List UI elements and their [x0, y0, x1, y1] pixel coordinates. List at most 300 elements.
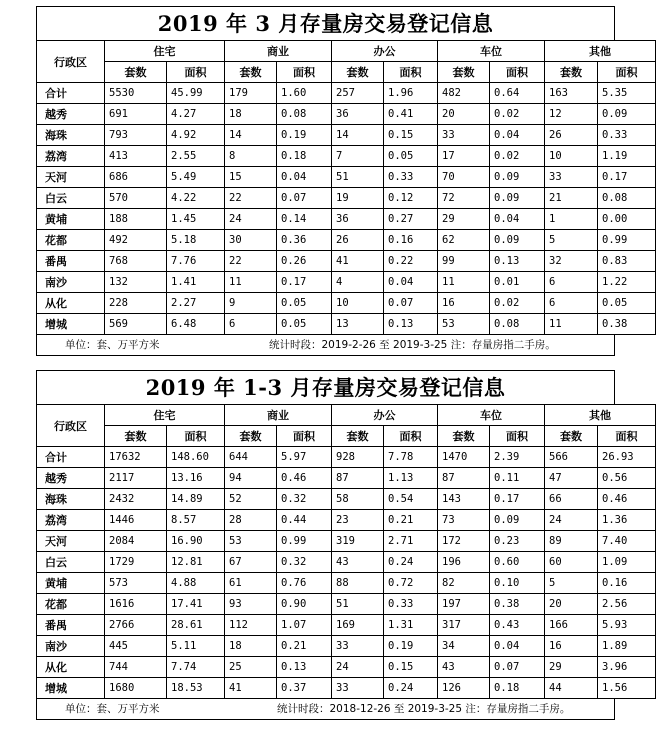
count-header: 套数 [438, 426, 490, 447]
table-cell: 6 [225, 314, 277, 335]
period-note: 统计时段：2018-12-26 至 2019-3-25 注：存量房指二手房。 [277, 703, 571, 715]
district-name: 荔湾 [37, 146, 105, 167]
table-cell: 413 [105, 146, 167, 167]
table-cell: 112 [225, 615, 277, 636]
table-cell: 0.05 [598, 293, 656, 314]
table-cell: 24 [332, 657, 384, 678]
district-name: 南沙 [37, 636, 105, 657]
table-cell: 30 [225, 230, 277, 251]
table-cell: 445 [105, 636, 167, 657]
table-cell: 0.09 [490, 167, 545, 188]
table-cell: 67 [225, 552, 277, 573]
table-row [37, 678, 656, 699]
table-cell: 0.19 [277, 125, 332, 146]
table-cell: 0.36 [277, 230, 332, 251]
table-cell: 2117 [105, 468, 167, 489]
table-cell: 13 [332, 314, 384, 335]
table-cell: 0.10 [490, 573, 545, 594]
table-cell: 0.26 [277, 251, 332, 272]
table-cell: 169 [332, 615, 384, 636]
category-header: 住宅 [105, 405, 225, 426]
table-row [37, 293, 656, 314]
table-cell: 16 [438, 293, 490, 314]
table-cell: 5.49 [167, 167, 225, 188]
table-cell: 12 [545, 104, 598, 125]
table-cell: 7.40 [598, 531, 656, 552]
table-row [37, 125, 656, 146]
area-header: 面积 [277, 426, 332, 447]
subheader-row [37, 62, 656, 83]
district-header: 行政区 [37, 405, 105, 447]
district-name: 花都 [37, 230, 105, 251]
table-cell: 1.19 [598, 146, 656, 167]
data-table [36, 40, 656, 335]
district-name: 从化 [37, 657, 105, 678]
count-header: 套数 [332, 62, 384, 83]
table-cell: 19 [332, 188, 384, 209]
table-cell: 1616 [105, 594, 167, 615]
table-cell: 47 [545, 468, 598, 489]
table-cell: 793 [105, 125, 167, 146]
table-cell: 11 [225, 272, 277, 293]
count-header: 套数 [438, 62, 490, 83]
table-cell: 7.76 [167, 251, 225, 272]
table-cell: 66 [545, 489, 598, 510]
table-cell: 0.38 [490, 594, 545, 615]
area-header: 面积 [598, 426, 656, 447]
count-header: 套数 [545, 426, 598, 447]
table-cell: 179 [225, 83, 277, 104]
table-cell: 319 [332, 531, 384, 552]
table-cell: 0.02 [490, 146, 545, 167]
table-cell: 317 [438, 615, 490, 636]
table-cell: 0.02 [490, 104, 545, 125]
table-cell: 257 [332, 83, 384, 104]
district-name: 黄埔 [37, 573, 105, 594]
table-cell: 45.99 [167, 83, 225, 104]
table-cell: 28 [225, 510, 277, 531]
table-cell: 0.08 [277, 104, 332, 125]
table-cell: 7 [332, 146, 384, 167]
table-cell: 6 [545, 293, 598, 314]
table-cell: 52 [225, 489, 277, 510]
district-name: 合计 [37, 83, 105, 104]
category-header: 车位 [438, 41, 545, 62]
table-cell: 99 [438, 251, 490, 272]
table-cell: 0.15 [384, 125, 438, 146]
table-cell: 0.13 [277, 657, 332, 678]
table-cell: 566 [545, 447, 598, 468]
count-header: 套数 [225, 62, 277, 83]
table-cell: 14.89 [167, 489, 225, 510]
district-header: 行政区 [37, 41, 105, 83]
table-cell: 32 [545, 251, 598, 272]
table-cell: 0.21 [384, 510, 438, 531]
table-cell: 15 [225, 167, 277, 188]
table-cell: 7.78 [384, 447, 438, 468]
table-cell: 13.16 [167, 468, 225, 489]
table-cell: 0.04 [490, 125, 545, 146]
district-name: 番禺 [37, 615, 105, 636]
table-cell: 4.27 [167, 104, 225, 125]
table-cell: 58 [332, 489, 384, 510]
table-cell: 73 [438, 510, 490, 531]
table-row [37, 510, 656, 531]
table-cell: 0.83 [598, 251, 656, 272]
data-table [36, 404, 656, 699]
table-cell: 0.43 [490, 615, 545, 636]
table-cell: 62 [438, 230, 490, 251]
category-header: 办公 [332, 41, 438, 62]
table-cell: 0.24 [384, 552, 438, 573]
table-cell: 11 [545, 314, 598, 335]
count-header: 套数 [545, 62, 598, 83]
table-footnote [36, 335, 615, 356]
header-row [37, 41, 656, 62]
table-cell: 12.81 [167, 552, 225, 573]
table-cell: 5530 [105, 83, 167, 104]
table-cell: 0.05 [384, 146, 438, 167]
table-cell: 61 [225, 573, 277, 594]
table-cell: 0.32 [277, 489, 332, 510]
area-header: 面积 [277, 62, 332, 83]
table-cell: 0.07 [384, 293, 438, 314]
table-cell: 24 [545, 510, 598, 531]
table-cell: 22 [225, 251, 277, 272]
table-cell: 0.16 [598, 573, 656, 594]
district-name: 合计 [37, 447, 105, 468]
table-cell: 5.11 [167, 636, 225, 657]
table-cell: 197 [438, 594, 490, 615]
table-cell: 0.17 [277, 272, 332, 293]
table-cell: 0.18 [277, 146, 332, 167]
table-cell: 2432 [105, 489, 167, 510]
category-header: 车位 [438, 405, 545, 426]
table-cell: 9 [225, 293, 277, 314]
table-row [37, 594, 656, 615]
table-row [37, 104, 656, 125]
subheader-row [37, 426, 656, 447]
table-cell: 0.90 [277, 594, 332, 615]
table-cell: 0.21 [277, 636, 332, 657]
table-cell: 0.07 [277, 188, 332, 209]
table-cell: 492 [105, 230, 167, 251]
table-cell: 132 [105, 272, 167, 293]
table-cell: 0.38 [598, 314, 656, 335]
district-name: 白云 [37, 188, 105, 209]
category-header: 商业 [225, 41, 332, 62]
district-name: 花都 [37, 594, 105, 615]
table-cell: 29 [438, 209, 490, 230]
district-name: 增城 [37, 678, 105, 699]
district-name: 黄埔 [37, 209, 105, 230]
table-cell: 0.19 [384, 636, 438, 657]
table-cell: 0.33 [384, 594, 438, 615]
table-title: 2019 年 3 月存量房交易登记信息 [36, 6, 615, 40]
table-cell: 0.02 [490, 293, 545, 314]
table-cell: 570 [105, 188, 167, 209]
table-cell: 0.04 [490, 209, 545, 230]
table-cell: 33 [545, 167, 598, 188]
area-header: 面积 [167, 62, 225, 83]
unit-note: 单位：套、万平方米 [65, 703, 160, 715]
table-cell: 172 [438, 531, 490, 552]
table-cell: 0.22 [384, 251, 438, 272]
table-cell: 0.41 [384, 104, 438, 125]
table-cell: 60 [545, 552, 598, 573]
table-cell: 0.33 [598, 125, 656, 146]
table-cell: 0.24 [384, 678, 438, 699]
table-cell: 0.37 [277, 678, 332, 699]
table-cell: 0.13 [490, 251, 545, 272]
table-cell: 53 [438, 314, 490, 335]
table-cell: 24 [225, 209, 277, 230]
table-cell: 0.14 [277, 209, 332, 230]
table-cell: 1.36 [598, 510, 656, 531]
table-cell: 17 [438, 146, 490, 167]
table-cell: 1.41 [167, 272, 225, 293]
table-cell: 0.99 [598, 230, 656, 251]
table-cell: 23 [332, 510, 384, 531]
table-cell: 0.05 [277, 293, 332, 314]
table-cell: 33 [438, 125, 490, 146]
table-cell: 2.27 [167, 293, 225, 314]
area-header: 面积 [384, 62, 438, 83]
table-cell: 22 [225, 188, 277, 209]
table-cell: 0.00 [598, 209, 656, 230]
table-cell: 36 [332, 209, 384, 230]
table-cell: 10 [545, 146, 598, 167]
table-cell: 1 [545, 209, 598, 230]
table-cell: 33 [332, 678, 384, 699]
table-row [37, 272, 656, 293]
table-cell: 14 [332, 125, 384, 146]
quarterly-table-block [36, 370, 638, 720]
table-cell: 482 [438, 83, 490, 104]
table-row [37, 83, 656, 104]
table-cell: 5.93 [598, 615, 656, 636]
table-cell: 11 [438, 272, 490, 293]
category-header: 商业 [225, 405, 332, 426]
category-header: 其他 [545, 405, 656, 426]
table-cell: 18 [225, 104, 277, 125]
table-cell: 744 [105, 657, 167, 678]
table-cell: 163 [545, 83, 598, 104]
table-cell: 0.56 [598, 468, 656, 489]
table-cell: 1.13 [384, 468, 438, 489]
table-row [37, 657, 656, 678]
table-cell: 43 [438, 657, 490, 678]
table-cell: 0.46 [277, 468, 332, 489]
table-cell: 2766 [105, 615, 167, 636]
table-cell: 0.17 [490, 489, 545, 510]
table-cell: 0.09 [490, 188, 545, 209]
table-cell: 1.60 [277, 83, 332, 104]
table-cell: 26 [545, 125, 598, 146]
table-cell: 1.56 [598, 678, 656, 699]
count-header: 套数 [105, 62, 167, 83]
table-cell: 0.54 [384, 489, 438, 510]
table-cell: 1470 [438, 447, 490, 468]
table-cell: 0.08 [598, 188, 656, 209]
table-cell: 0.17 [598, 167, 656, 188]
table-cell: 5.18 [167, 230, 225, 251]
table-cell: 0.04 [277, 167, 332, 188]
table-row [37, 188, 656, 209]
table-cell: 0.05 [277, 314, 332, 335]
table-cell: 14 [225, 125, 277, 146]
count-header: 套数 [225, 426, 277, 447]
table-cell: 1680 [105, 678, 167, 699]
table-cell: 0.01 [490, 272, 545, 293]
table-cell: 18 [225, 636, 277, 657]
count-header: 套数 [105, 426, 167, 447]
table-footnote [36, 699, 615, 720]
table-row [37, 167, 656, 188]
table-cell: 0.09 [490, 230, 545, 251]
table-cell: 33 [332, 636, 384, 657]
table-cell: 0.04 [490, 636, 545, 657]
area-header: 面积 [490, 426, 545, 447]
table-cell: 928 [332, 447, 384, 468]
district-name: 越秀 [37, 468, 105, 489]
table-cell: 0.18 [490, 678, 545, 699]
table-cell: 21 [545, 188, 598, 209]
table-cell: 166 [545, 615, 598, 636]
table-cell: 8 [225, 146, 277, 167]
table-cell: 0.11 [490, 468, 545, 489]
table-cell: 0.23 [490, 531, 545, 552]
table-cell: 94 [225, 468, 277, 489]
table-cell: 0.08 [490, 314, 545, 335]
table-cell: 1729 [105, 552, 167, 573]
table-cell: 5 [545, 230, 598, 251]
district-name: 天河 [37, 167, 105, 188]
table-cell: 0.32 [277, 552, 332, 573]
table-cell: 5.97 [277, 447, 332, 468]
table-row [37, 573, 656, 594]
table-row [37, 636, 656, 657]
table-row [37, 230, 656, 251]
table-cell: 16.90 [167, 531, 225, 552]
header-row [37, 405, 656, 426]
table-cell: 228 [105, 293, 167, 314]
table-cell: 0.12 [384, 188, 438, 209]
table-cell: 0.72 [384, 573, 438, 594]
district-name: 海珠 [37, 125, 105, 146]
table-cell: 0.15 [384, 657, 438, 678]
table-cell: 93 [225, 594, 277, 615]
category-header: 住宅 [105, 41, 225, 62]
table-cell: 17632 [105, 447, 167, 468]
district-name: 海珠 [37, 489, 105, 510]
table-row [37, 489, 656, 510]
table-cell: 87 [332, 468, 384, 489]
table-cell: 0.16 [384, 230, 438, 251]
table-row [37, 552, 656, 573]
table-cell: 0.09 [490, 510, 545, 531]
table-cell: 1.96 [384, 83, 438, 104]
table-cell: 2.55 [167, 146, 225, 167]
table-cell: 0.46 [598, 489, 656, 510]
table-cell: 0.07 [490, 657, 545, 678]
table-cell: 0.99 [277, 531, 332, 552]
table-row [37, 531, 656, 552]
table-cell: 1.45 [167, 209, 225, 230]
table-cell: 1.89 [598, 636, 656, 657]
table-cell: 2084 [105, 531, 167, 552]
table-cell: 18.53 [167, 678, 225, 699]
table-row [37, 615, 656, 636]
table-cell: 51 [332, 167, 384, 188]
table-cell: 6.48 [167, 314, 225, 335]
table-cell: 51 [332, 594, 384, 615]
table-cell: 573 [105, 573, 167, 594]
table-cell: 2.39 [490, 447, 545, 468]
district-name: 白云 [37, 552, 105, 573]
table-cell: 6 [545, 272, 598, 293]
table-row [37, 314, 656, 335]
table-cell: 43 [332, 552, 384, 573]
table-row [37, 146, 656, 167]
table-cell: 70 [438, 167, 490, 188]
table-cell: 2.56 [598, 594, 656, 615]
table-cell: 0.64 [490, 83, 545, 104]
area-header: 面积 [384, 426, 438, 447]
table-cell: 41 [332, 251, 384, 272]
table-cell: 4 [332, 272, 384, 293]
table-cell: 0.09 [598, 104, 656, 125]
table-cell: 143 [438, 489, 490, 510]
district-name: 南沙 [37, 272, 105, 293]
table-cell: 28.61 [167, 615, 225, 636]
unit-note: 单位：套、万平方米 [65, 339, 160, 351]
table-cell: 4.22 [167, 188, 225, 209]
table-cell: 0.04 [384, 272, 438, 293]
table-cell: 691 [105, 104, 167, 125]
table-row [37, 447, 656, 468]
table-cell: 26 [332, 230, 384, 251]
area-header: 面积 [167, 426, 225, 447]
table-cell: 644 [225, 447, 277, 468]
table-cell: 26.93 [598, 447, 656, 468]
table-cell: 29 [545, 657, 598, 678]
table-cell: 8.57 [167, 510, 225, 531]
table-cell: 196 [438, 552, 490, 573]
table-cell: 20 [438, 104, 490, 125]
table-cell: 5 [545, 573, 598, 594]
table-cell: 2.71 [384, 531, 438, 552]
table-cell: 89 [545, 531, 598, 552]
table-cell: 5.35 [598, 83, 656, 104]
table-cell: 17.41 [167, 594, 225, 615]
district-name: 越秀 [37, 104, 105, 125]
table-cell: 87 [438, 468, 490, 489]
table-cell: 188 [105, 209, 167, 230]
category-header: 办公 [332, 405, 438, 426]
table-row [37, 468, 656, 489]
table-cell: 10 [332, 293, 384, 314]
table-cell: 20 [545, 594, 598, 615]
district-name: 增城 [37, 314, 105, 335]
table-cell: 768 [105, 251, 167, 272]
period-note: 统计时段：2019-2-26 至 2019-3-25 注：存量房指二手房。 [269, 339, 556, 351]
table-cell: 88 [332, 573, 384, 594]
table-cell: 1.07 [277, 615, 332, 636]
table-cell: 148.60 [167, 447, 225, 468]
table-cell: 4.88 [167, 573, 225, 594]
table-cell: 1.09 [598, 552, 656, 573]
